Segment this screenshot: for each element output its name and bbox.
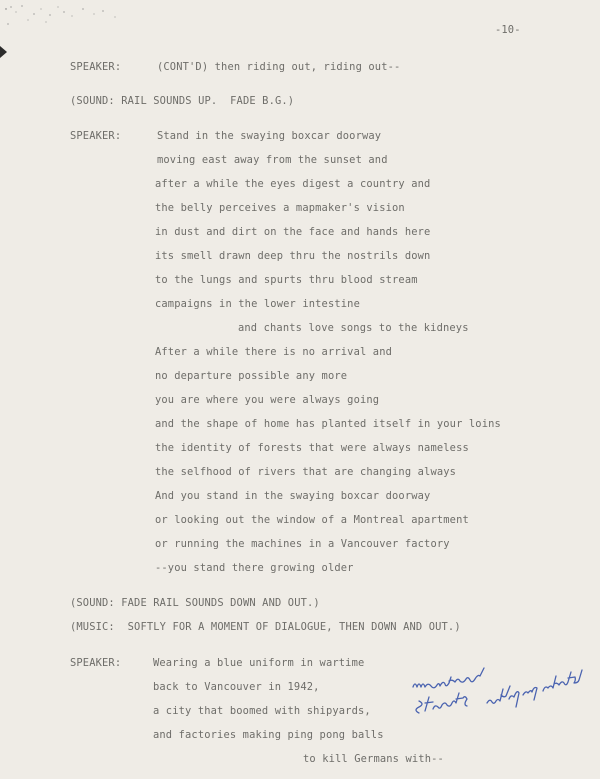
- poem-line: moving east away from the sunset and: [157, 154, 388, 166]
- poem-line: After a while there is no arrival and: [155, 346, 393, 358]
- poem-line: after a while the eyes digest a country and: [155, 178, 431, 190]
- poem-line: you are where you were always going: [155, 394, 380, 406]
- poem-line: the selfhood of rivers that are changing always: [155, 466, 457, 478]
- binding-hole-mark: [0, 46, 7, 58]
- script-line: back to Vancouver in 1942,: [153, 681, 320, 693]
- poem-line: its smell drawn deep thru the nostrils down: [155, 250, 431, 262]
- script-line: Wearing a blue uniform in wartime: [153, 657, 365, 669]
- speaker-label: SPEAKER:: [70, 130, 122, 142]
- poem-line: no departure possible any more: [155, 370, 348, 382]
- script-line: and factories making ping pong balls: [153, 729, 384, 741]
- poem-line: to the lungs and spurts thru blood stream: [155, 274, 418, 286]
- speaker-label: SPEAKER:: [70, 61, 122, 73]
- poem-line: the belly perceives a mapmaker's vision: [155, 202, 405, 214]
- poem-line: And you stand in the swaying boxcar doorway: [155, 490, 431, 502]
- poem-line: and the shape of home has planted itself in your loins: [155, 418, 501, 430]
- paper-speckles: [0, 0, 130, 40]
- poem-line: and chants love songs to the kidneys: [238, 322, 469, 334]
- sound-cue: (SOUND: RAIL SOUNDS UP. FADE B.G.): [70, 95, 295, 107]
- poem-line: --you stand there growing older: [155, 562, 354, 574]
- poem-line: or running the machines in a Vancouver factory: [155, 538, 450, 550]
- speaker-label: SPEAKER:: [70, 657, 122, 669]
- handwritten-note: [405, 655, 595, 725]
- sound-cue: (SOUND: FADE RAIL SOUNDS DOWN AND OUT.): [70, 597, 320, 609]
- script-line: to kill Germans with--: [303, 753, 444, 765]
- script-line: (CONT'D) then riding out, riding out--: [157, 61, 401, 73]
- poem-line: the identity of forests that were always nameless: [155, 442, 469, 454]
- poem-line: Stand in the swaying boxcar doorway: [157, 130, 382, 142]
- page-number: -10-: [495, 24, 521, 36]
- poem-line: campaigns in the lower intestine: [155, 298, 360, 310]
- poem-line: or looking out the window of a Montreal apartment: [155, 514, 469, 526]
- poem-line: in dust and dirt on the face and hands here: [155, 226, 431, 238]
- music-cue: (MUSIC: SOFTLY FOR A MOMENT OF DIALOGUE, THEN DOWN AND OUT.): [70, 621, 461, 633]
- script-line: a city that boomed with shipyards,: [153, 705, 371, 717]
